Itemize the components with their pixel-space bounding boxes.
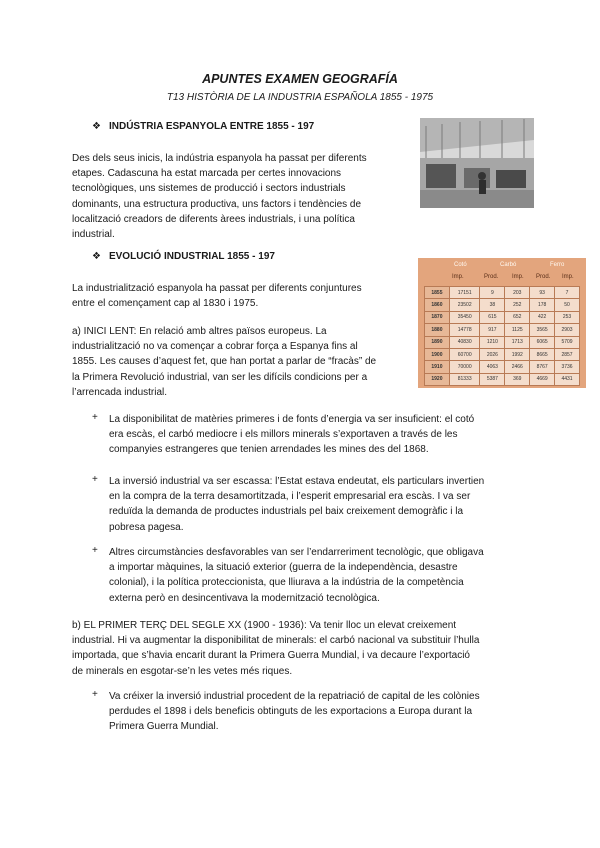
text-line: en la compra de la terra desamortitzada, i l’esperit empresarial era escàs. I va ser <box>109 491 471 503</box>
text-line: La inversió industrial va ser escassa: l’Estat estava endeutat, els particulars invertien <box>109 476 485 487</box>
table-subheader: Imp. <box>452 274 464 280</box>
table-cell: 23502 <box>449 299 480 311</box>
table-cell: 252 <box>505 299 530 311</box>
section-1-paragraph <box>72 151 412 242</box>
table-header: Ferro <box>550 262 565 268</box>
table-subheader: Prod. <box>536 274 551 280</box>
factory-illustration <box>420 118 534 208</box>
table-cell: 14778 <box>449 324 480 336</box>
table-cell: 5709 <box>555 336 580 348</box>
table-row <box>425 373 580 385</box>
table-subheader: Prod. <box>484 274 499 280</box>
plus-bullet-icon: + <box>92 545 98 556</box>
section-heading-2 <box>92 251 275 262</box>
text-line: localització creadors de diferents àrees industrials, i una política <box>72 213 355 225</box>
table-cell: 1713 <box>505 336 530 348</box>
table-year-cell: 1870 <box>425 311 450 323</box>
text-line: companyies estrangeres que tenien arrendades les mines des del 1868. <box>109 444 429 456</box>
table-subheader: Imp. <box>562 274 574 280</box>
table-row <box>425 348 580 360</box>
text-line: La industrialització espanyola ha passat per diferents conjuntures <box>72 283 362 294</box>
table-row <box>425 324 580 336</box>
text-line: etapes. Cadascuna ha estat marcada per certes innovacions <box>72 168 342 180</box>
table-cell: 3565 <box>530 324 555 336</box>
table-row <box>425 287 580 299</box>
table-header: Cotó <box>454 262 467 268</box>
text-line: dominants, una estructura productiva, uns factors i tendències de <box>72 198 362 210</box>
bullet-item-1 <box>109 412 527 458</box>
text-line: entre el començament cap al 1830 i 1975. <box>72 298 259 310</box>
section-heading-1 <box>92 121 314 132</box>
table-cell: 4431 <box>555 373 580 385</box>
table-cell: 2026 <box>480 348 505 360</box>
text-line: Primera Guerra Mundial. <box>109 721 219 733</box>
table-cell: 917 <box>480 324 505 336</box>
text-line: la Primera Revolució industrial, van ser les difícils condicions per a <box>72 371 368 383</box>
table-year-cell: 1920 <box>425 373 450 385</box>
text-line: Des dels seus inicis, la indústria espanyola ha passat per diferents <box>72 153 367 164</box>
section-2-intro <box>72 281 402 311</box>
table-row <box>425 361 580 373</box>
table-cell: 8767 <box>530 361 555 373</box>
text-line: pobresa pagesa. <box>109 521 184 533</box>
table-header: Carbó <box>500 262 517 268</box>
table-year-cell: 1880 <box>425 324 450 336</box>
bullet-item-2 <box>109 474 527 535</box>
industry-table <box>424 286 580 386</box>
table-cell: 40830 <box>449 336 480 348</box>
table-cell: 9 <box>480 287 505 299</box>
table-cell: 652 <box>505 311 530 323</box>
text-line: a) INICI LENT: En relació amb altres països europeus. La <box>72 326 327 337</box>
table-year-cell: 1855 <box>425 287 450 299</box>
table-subheader: Imp. <box>512 274 524 280</box>
table-cell: 8665 <box>530 348 555 360</box>
table-cell: 3736 <box>555 361 580 373</box>
table-year-cell: 1860 <box>425 299 450 311</box>
industry-data-table-image <box>418 258 586 388</box>
plus-bullet-icon: + <box>92 689 98 700</box>
text-line: industrial. Hi va augmentar la disponibilitat de minerals: el carbó nacional va substituir l’hulla <box>72 635 480 647</box>
text-line: reduïda la demanda de productes industrials pel baix creixement demogràfic i la <box>109 506 464 518</box>
section-heading-2-text: EVOLUCIÓ INDUSTRIAL 1855 - 197 <box>108 251 275 262</box>
section-heading-1-text: INDÚSTRIA ESPANYOLA ENTRE 1855 - 197 <box>108 121 315 132</box>
table-cell: 6065 <box>530 336 555 348</box>
table-cell: 17151 <box>449 287 480 299</box>
table-cell: 2466 <box>505 361 530 373</box>
bullet-item-4 <box>109 689 527 735</box>
text-line: industrialització no va començar a cobrar força a Espanya fins al <box>72 341 358 353</box>
table-cell: 70000 <box>449 361 480 373</box>
table-cell: 35450 <box>449 311 480 323</box>
text-line: b) EL PRIMER TERÇ DEL SEGLE XX (1900 - 1936): Va tenir lloc un elevat creixement <box>72 620 457 631</box>
table-cell: 93 <box>530 287 555 299</box>
text-line: La disponibilitat de matèries primeres i de fonts d’energia va ser insuficient: el cotó <box>109 414 475 425</box>
table-year-cell: 1900 <box>425 348 450 360</box>
table-row <box>425 311 580 323</box>
page-subtitle: T13 HISTÒRIA DE LA INDUSTRIA ESPAÑOLA 1855 - 1975 <box>166 92 434 103</box>
table-cell: 50 <box>555 299 580 311</box>
table-year-cell: 1910 <box>425 361 450 373</box>
page-title: APUNTES EXAMEN GEOGRAFÍA <box>202 72 398 86</box>
text-line: 1855. Les causes d’aquest fet, que han portat a parlar de “fracàs” de <box>72 356 377 368</box>
section-2-a-paragraph <box>72 324 413 400</box>
diamond-bullet-icon: ❖ <box>92 251 101 262</box>
text-line: a importar màquines, la situació exterior (guerra de la independència, desastre <box>109 562 458 574</box>
text-line: de minerals en esgotar-se’n les vetes més riques. <box>72 665 293 677</box>
text-line: era escàs, el carbó mediocre i els millors minerals s’exportaven a través de les <box>109 429 458 441</box>
table-cell: 1210 <box>480 336 505 348</box>
table-cell: 4063 <box>480 361 505 373</box>
table-cell: 1992 <box>505 348 530 360</box>
table-year-cell: 1890 <box>425 336 450 348</box>
bullet-item-3 <box>109 545 527 606</box>
text-line: importada, que s’havia encarit durant la Primera Guerra Mundial, i va decaure l’exportació <box>72 650 470 662</box>
table-cell: 38 <box>480 299 505 311</box>
table-row <box>425 336 580 348</box>
table-cell: 253 <box>555 311 580 323</box>
plus-bullet-icon: + <box>92 412 98 423</box>
table-cell: 60700 <box>449 348 480 360</box>
text-line: Va créixer la inversió industrial procedent de la repatriació de capital de les colònies <box>109 691 480 702</box>
table-cell: 369 <box>505 373 530 385</box>
text-line: l’arrencada industrial. <box>72 386 168 398</box>
section-2-b-paragraph <box>72 618 527 679</box>
text-line: tecnològiques, uns sistemes de producció i sectors industrials <box>72 183 346 195</box>
table-cell: 203 <box>505 287 530 299</box>
table-cell: 4669 <box>530 373 555 385</box>
table-cell: 1125 <box>505 324 530 336</box>
text-line: Altres circumstàncies desfavorables van ser l’endarreriment tecnològic, que obligava <box>109 547 484 558</box>
table-cell: 7 <box>555 287 580 299</box>
text-line: industrial. <box>72 229 115 241</box>
table-cell: 5387 <box>480 373 505 385</box>
table-cell: 615 <box>480 311 505 323</box>
plus-bullet-icon: + <box>92 474 98 485</box>
text-line: colonial), i la política proteccionista, que lliurava a la indústria de la competència <box>109 577 464 589</box>
text-line: perdudes el 1898 i dels beneficis obtinguts de les exportacions a Europa durant la <box>109 706 473 718</box>
table-cell: 178 <box>530 299 555 311</box>
diamond-bullet-icon: ❖ <box>92 121 101 132</box>
table-cell: 422 <box>530 311 555 323</box>
text-line: externa però en desincentivava la modernització tecnològica. <box>109 592 380 604</box>
table-row <box>425 299 580 311</box>
table-cell: 2857 <box>555 348 580 360</box>
table-cell: 2903 <box>555 324 580 336</box>
table-cell: 81333 <box>449 373 480 385</box>
